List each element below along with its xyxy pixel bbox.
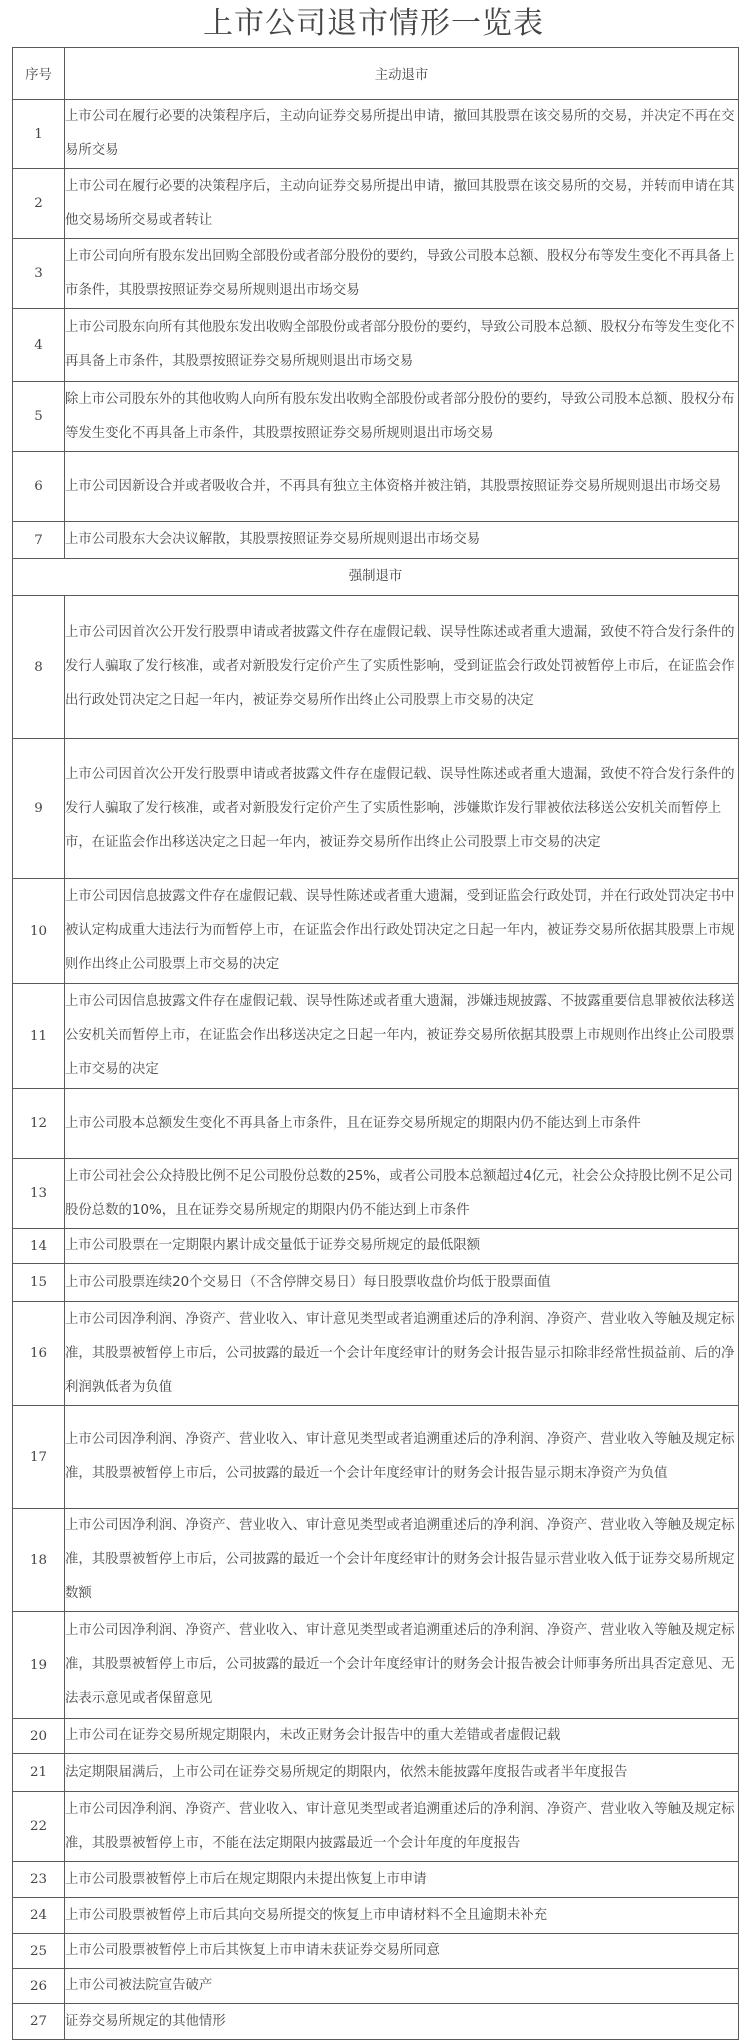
row-number: 12 bbox=[13, 1089, 65, 1159]
row-number: 11 bbox=[13, 984, 65, 1089]
row-number: 25 bbox=[13, 1934, 65, 1969]
table-row bbox=[13, 1719, 739, 1754]
row-number: 15 bbox=[13, 1264, 65, 1302]
row-number: 23 bbox=[13, 1862, 65, 1898]
row-number: 26 bbox=[13, 1969, 65, 2004]
table-row bbox=[13, 1264, 739, 1302]
row-description: 上市公司股票在一定期限内累计成交量低于证券交易所规定的最低限额 bbox=[65, 1229, 739, 1264]
row-number: 17 bbox=[13, 1406, 65, 1509]
table-row bbox=[13, 596, 739, 739]
table-row bbox=[13, 1302, 739, 1406]
table-row bbox=[13, 879, 739, 984]
table-row bbox=[13, 169, 739, 239]
table-row bbox=[13, 1089, 739, 1159]
row-number: 4 bbox=[13, 309, 65, 382]
row-number: 20 bbox=[13, 1719, 65, 1754]
page-title: 上市公司退市情形一览表 bbox=[203, 6, 544, 41]
row-description: 上市公司股票被暂停上市后其恢复上市申请未获证券交易所同意 bbox=[65, 1934, 739, 1969]
table-header-row bbox=[13, 48, 739, 100]
row-description: 上市公司因净利润、净资产、营业收入、审计意见类型或者追溯重述后的净利润、净资产、营业收入等触及规定标准，其股票被暂停上市，不能在法定期限内披露最近一个会计年度的年度报告 bbox=[65, 1792, 739, 1862]
row-number: 7 bbox=[13, 522, 65, 559]
row-number: 27 bbox=[13, 2004, 65, 2040]
row-description: 上市公司因净利润、净资产、营业收入、审计意见类型或者追溯重述后的净利润、净资产、营业收入等触及规定标准，其股票被暂停上市后，公司披露的最近一个会计年度经审计的财务会计报告显示扣除非经常性损益前、后的净利润孰低者为负值 bbox=[65, 1302, 739, 1406]
table-row bbox=[13, 1754, 739, 1792]
table-row bbox=[13, 100, 739, 169]
section-heading-mandatory: 强制退市 bbox=[13, 559, 739, 596]
table-row bbox=[13, 1862, 739, 1898]
row-description: 上市公司股东大会决议解散，其股票按照证券交易所规则退出市场交易 bbox=[65, 522, 739, 559]
row-description: 上市公司因净利润、净资产、营业收入、审计意见类型或者追溯重述后的净利润、净资产、营业收入等触及规定标准，其股票被暂停上市后，公司披露的最近一个会计年度经审计的财务会计报告显示营业收入低于证券交易所规定数额 bbox=[65, 1509, 739, 1612]
table-row bbox=[13, 2004, 739, 2040]
table-row bbox=[13, 984, 739, 1089]
row-description: 法定期限届满后，上市公司在证券交易所规定的期限内，依然未能披露年度报告或者半年度报告 bbox=[65, 1754, 739, 1792]
table-row bbox=[13, 309, 739, 382]
table-row bbox=[13, 522, 739, 559]
table-row bbox=[13, 452, 739, 522]
row-number: 8 bbox=[13, 596, 65, 739]
row-description: 上市公司因信息披露文件存在虚假记载、误导性陈述或者重大遗漏，受到证监会行政处罚，并在行政处罚决定书中被认定构成重大违法行为而暂停上市，在证监会作出行政处罚决定之日起一年内，被证券交易所依据其股票上市规则作出终止公司股票上市交易的决定 bbox=[65, 879, 739, 984]
row-number: 24 bbox=[13, 1898, 65, 1934]
table-row bbox=[13, 382, 739, 452]
section-heading-voluntary: 主动退市 bbox=[65, 48, 739, 100]
row-description: 上市公司社会公众持股比例不足公司股份总数的25%，或者公司股本总额超过4亿元，社会公众持股比例不足公司股份总数的10%，且在证券交易所规定的期限内仍不能达到上市条件 bbox=[65, 1159, 739, 1229]
delisting-table bbox=[12, 47, 739, 2040]
row-description: 上市公司因首次公开发行股票申请或者披露文件存在虚假记载、误导性陈述或者重大遗漏，致使不符合发行条件的发行人骗取了发行核准，或者对新股发行定价产生了实质性影响，受到证监会行政处罚被暂停上市后，在证监会作出行政处罚决定之日起一年内，被证券交易所作出终止公司股票上市交易的决定 bbox=[65, 596, 739, 739]
row-number: 6 bbox=[13, 452, 65, 522]
row-description: 上市公司股票被暂停上市后其向交易所提交的恢复上市申请材料不全且逾期未补充 bbox=[65, 1898, 739, 1934]
row-number: 21 bbox=[13, 1754, 65, 1792]
row-description: 上市公司因首次公开发行股票申请或者披露文件存在虚假记载、误导性陈述或者重大遗漏，致使不符合发行条件的发行人骗取了发行核准，或者对新股发行定价产生了实质性影响，涉嫌欺诈发行罪被依法移送公安机关而暂停上市，在证监会作出移送决定之日起一年内，被证券交易所作出终止公司股票上市交易的决定 bbox=[65, 739, 739, 879]
row-description: 上市公司在证券交易所规定期限内，未改正财务会计报告中的重大差错或者虚假记载 bbox=[65, 1719, 739, 1754]
row-description: 上市公司因净利润、净资产、营业收入、审计意见类型或者追溯重述后的净利润、净资产、营业收入等触及规定标准，其股票被暂停上市后，公司披露的最近一个会计年度经审计的财务会计报告显示期末净资产为负值 bbox=[65, 1406, 739, 1509]
table-row bbox=[13, 1612, 739, 1719]
row-description: 上市公司股票连续20个交易日（不含停牌交易日）每日股票收盘价均低于股票面值 bbox=[65, 1264, 739, 1302]
table-row bbox=[13, 1969, 739, 2004]
row-description: 除上市公司股东外的其他收购人向所有股东发出收购全部股份或者部分股份的要约，导致公司股本总额、股权分布等发生变化不再具备上市条件，其股票按照证券交易所规则退出市场交易 bbox=[65, 382, 739, 452]
row-number: 9 bbox=[13, 739, 65, 879]
row-description: 上市公司因净利润、净资产、营业收入、审计意见类型或者追溯重述后的净利润、净资产、营业收入等触及规定标准，其股票被暂停上市后，公司披露的最近一个会计年度经审计的财务会计报告被会计师事务所出具否定意见、无法表示意见或者保留意见 bbox=[65, 1612, 739, 1719]
row-number: 10 bbox=[13, 879, 65, 984]
row-number: 2 bbox=[13, 169, 65, 239]
row-number: 1 bbox=[13, 100, 65, 169]
table-row bbox=[13, 1406, 739, 1509]
row-number: 16 bbox=[13, 1302, 65, 1406]
table-row bbox=[13, 1934, 739, 1969]
row-number: 22 bbox=[13, 1792, 65, 1862]
table-row bbox=[13, 739, 739, 879]
row-description: 上市公司因信息披露文件存在虚假记载、误导性陈述或者重大遗漏，涉嫌违规披露、不披露重要信息罪被依法移送公安机关而暂停上市，在证监会作出移送决定之日起一年内，被证券交易所依据其股票上市规则作出终止公司股票上市交易的决定 bbox=[65, 984, 739, 1089]
row-number: 18 bbox=[13, 1509, 65, 1612]
row-description: 上市公司股票被暂停上市后在规定期限内未提出恢复上市申请 bbox=[65, 1862, 739, 1898]
row-description: 上市公司在履行必要的决策程序后，主动向证券交易所提出申请，撤回其股票在该交易所的交易，并转而申请在其他交易场所交易或者转让 bbox=[65, 169, 739, 239]
row-number: 3 bbox=[13, 239, 65, 309]
row-description: 上市公司股东向所有其他股东发出收购全部股份或者部分股份的要约，导致公司股本总额、股权分布等发生变化不再具备上市条件，其股票按照证券交易所规则退出市场交易 bbox=[65, 309, 739, 382]
table-row bbox=[13, 1792, 739, 1862]
row-description: 上市公司股本总额发生变化不再具备上市条件，且在证券交易所规定的期限内仍不能达到上市条件 bbox=[65, 1089, 739, 1159]
row-description: 上市公司因新设合并或者吸收合并，不再具有独立主体资格并被注销，其股票按照证券交易所规则退出市场交易 bbox=[65, 452, 739, 522]
table-row bbox=[13, 1229, 739, 1264]
table-row bbox=[13, 239, 739, 309]
table-row bbox=[13, 1159, 739, 1229]
row-number: 19 bbox=[13, 1612, 65, 1719]
section-row-mandatory bbox=[13, 559, 739, 596]
row-number: 14 bbox=[13, 1229, 65, 1264]
row-number: 13 bbox=[13, 1159, 65, 1229]
row-description: 上市公司在履行必要的决策程序后，主动向证券交易所提出申请，撤回其股票在该交易所的交易，并决定不再在交易所交易 bbox=[65, 100, 739, 169]
row-description: 证券交易所规定的其他情形 bbox=[65, 2004, 739, 2040]
table-row bbox=[13, 1898, 739, 1934]
row-description: 上市公司向所有股东发出回购全部股份或者部分股份的要约，导致公司股本总额、股权分布等发生变化不再具备上市条件，其股票按照证券交易所规则退出市场交易 bbox=[65, 239, 739, 309]
row-description: 上市公司被法院宣告破产 bbox=[65, 1969, 739, 2004]
row-number: 5 bbox=[13, 382, 65, 452]
table-row bbox=[13, 1509, 739, 1612]
header-number-cell: 序号 bbox=[13, 48, 65, 100]
